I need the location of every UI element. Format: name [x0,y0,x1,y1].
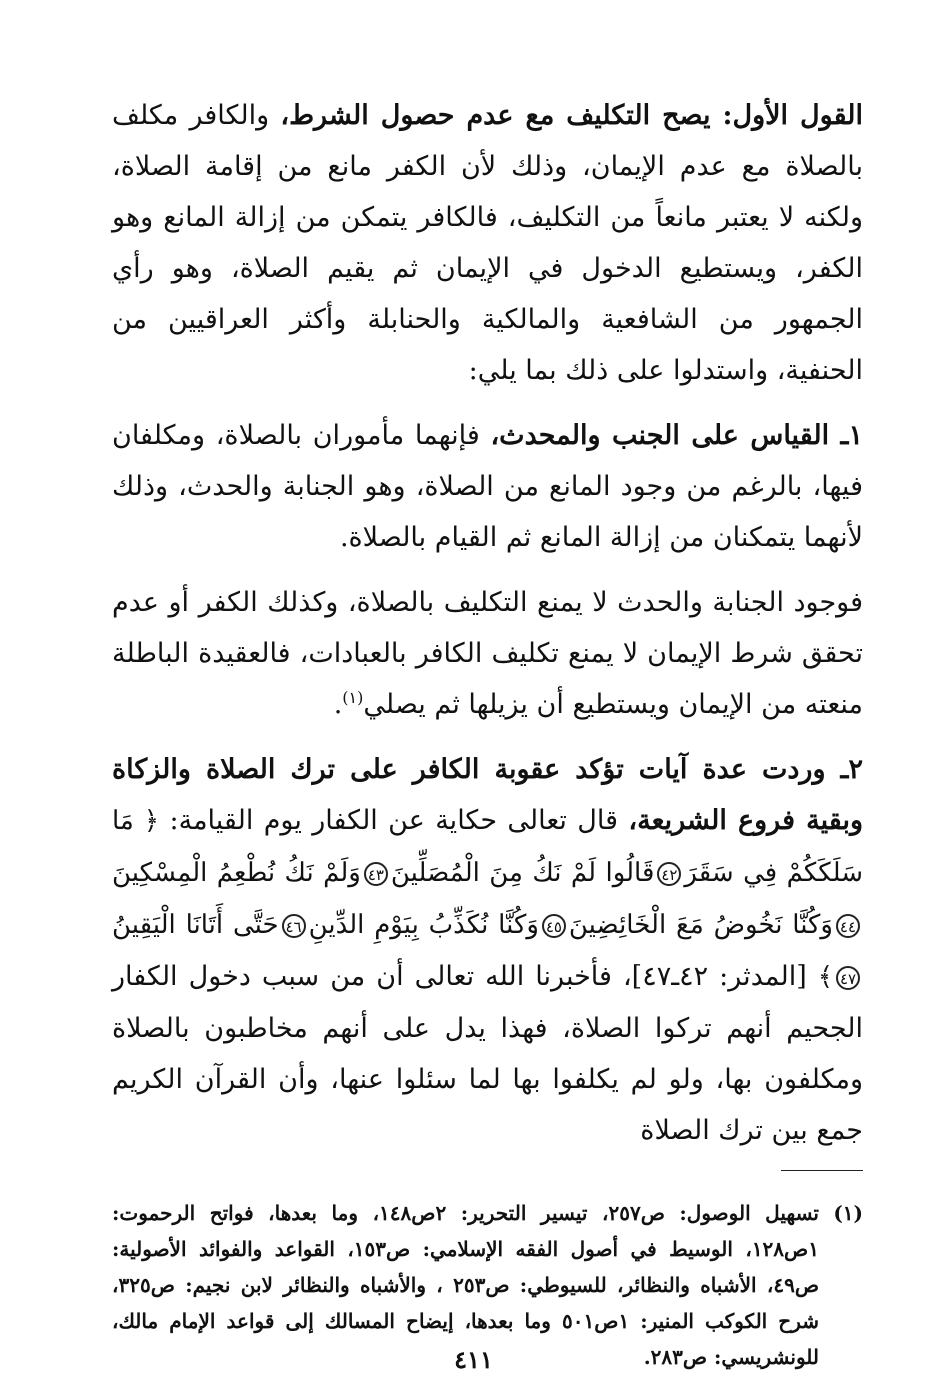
paragraph-lead: ٢ـ وردت عدة آيات تؤكد عقوبة الكافر على ترك الصلاة والزكاة وبقية فروع الشريعة، [112,754,863,836]
footnote-text: تسهيل الوصول: ص٢٥٧، تيسير التحرير: ٢ص١٤٨، وما بعدها، فواتح الرحموت: ١ص١٢٨، الوسيط في أصول الفقه الإسلامي: ص١٥٣، القواعد والفوائد الأصولية: ص٤٩، الأشباه والنظائر، للسيوطي: ص٢٥٣ ، والأشباه والنظائر لابن نجيم: ص٣٢٥، شرح الكوكب المنير: ١ص٥٠١ وما بعدها، إيضاح المسالك إلى قواعد الإمام مالك، للونشريسي: ص٢٨٣. [112,1201,820,1369]
paragraph-body: فوجود الجنابة والحدث لا يمنع التكليف بالصلاة، وكذلك الكفر أو عدم تحقق شرط الإيمان لا يمنع تكليف الكافر بالعبادات، فالعقيدة الباطلة منعته من الإيمان ويستطيع أن يزيلها ثم يصلي [112,587,863,720]
paragraph-end: . [333,689,343,720]
paragraph-verses [112,744,863,1156]
footnote-separator [781,1170,863,1171]
page-number: ٤١١ [454,1345,493,1374]
paragraph-first-opinion [112,90,863,396]
paragraph-lead: القول الأول: يصح التكليف مع عدم حصول الشرط، [280,100,863,131]
quran-verse-text: قَالُوا لَمْ نَكُ مِنَ الْمُصَلِّينَ [390,858,655,888]
paragraph-intro: قال تعالى حكاية عن الكفار يوم القيامة: [159,805,629,836]
paragraph-explanation [112,577,863,730]
ayah-number-marker: ٤٤ [836,914,860,938]
paragraph-body: فأخبرنا الله تعالى أن من سبب دخول الكفار الجحيم أنهم تركوا الصلاة، فهذا يدل على أنهم مخاطبون بالصلاة ومكلفون بها، ولو لم يكلفوا بها لما سئلوا عنها، وأن القرآن الكريم جمع بين ترك الصلاة [112,961,863,1146]
quran-verse-text: وَكُنَّا نُكَذِّبُ بِيَوْمِ الدِّينِ [308,910,539,940]
paragraph-body: والكافر مكلف بالصلاة مع عدم الإيمان، وذلك لأن الكفر مانع من إقامة الصلاة، ولكنه لا يعتبر مانعاً من التكليف، فالكافر يتمكن من إزالة المانع وهو الكفر، ويستطيع الدخول في الإيمان ثم يقيم الصلاة، وهو رأي الجمهور من الشافعية والمالكية والحنابلة وأكثر العراقيين من الحنفية، واستدلوا على ذلك بما يلي: [112,100,863,386]
quran-source-reference: [المدثر: ٤٢ـ٤٧]، [622,961,818,992]
ayah-number-marker: ٤٣ [364,862,388,886]
quran-verse-text: وَلَمْ نَكُ نُطْعِمُ الْمِسْكِينَ [112,858,361,888]
ayah-number-marker: ٤٥ [542,914,566,938]
footnote-reference[interactable]: (١) [342,688,364,707]
ayah-number-marker: ٤٢ [657,862,681,886]
ayah-number-marker: ٤٧ [836,966,860,990]
quran-verse-text: حَتَّى أَتَانَا الْيَقِينُ [112,910,279,940]
quran-verse-text: وَكُنَّا نَخُوضُ مَعَ الْخَائِضِينَ [568,910,833,940]
ayah-number-marker: ٤٦ [282,914,306,938]
footnote-number: (١) [833,1201,863,1225]
quran-close-bracket: ﴾ [817,962,833,992]
paragraph-lead: ١ـ القياس على الجنب والمحدث، [490,420,863,451]
paragraph-analogy [112,410,863,563]
quran-open-bracket: ﴿ [143,806,160,836]
paragraph-body: فإنهما مأموران بالصلاة، ومكلفان فيها، بالرغم من وجود المانع من الصلاة، وهو الجنابة والحدث، وذلك لأنهما يتمكنان من إزالة المانع ثم القيام بالصلاة. [112,420,863,553]
quran-verse-text: مَا سَلَكَكُمْ فِي سَقَرَ [112,806,863,888]
